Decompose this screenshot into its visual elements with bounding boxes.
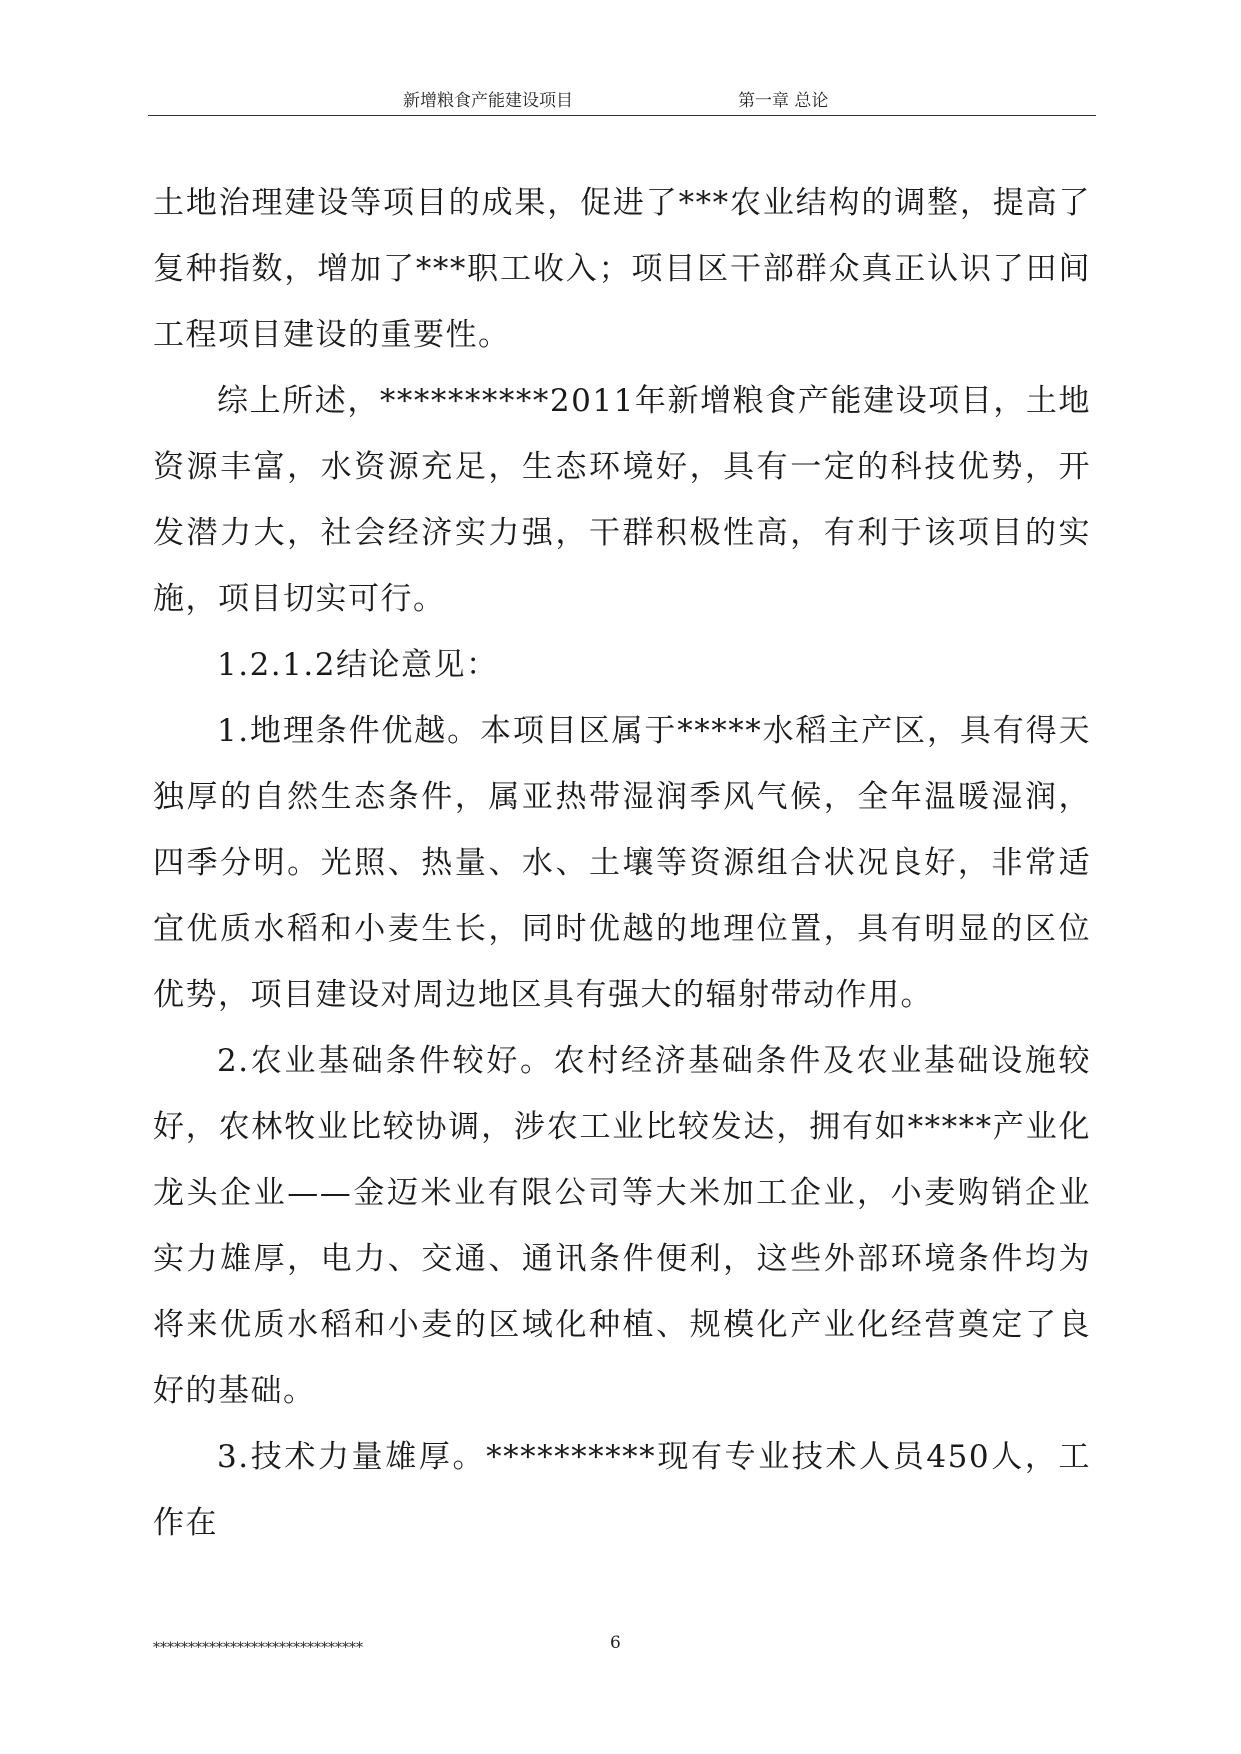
page-number: 6 [610, 1633, 621, 1653]
section-heading: 1.2.1.2结论意见： [217, 647, 499, 683]
header-rule [148, 115, 1096, 116]
header-chapter-title: 第一章 总论 [738, 91, 829, 111]
document-body [153, 170, 1091, 1556]
paragraph-geography: 1.地理条件优越。本项目区属于*****水稻主产区，具有得天独厚的自然生态条件，属亚热带湿润季风气候，全年温暖湿润，四季分明。光照、热量、水、土壤等资源组合状况良好，非常适宜优质水稻和小麦生长，同时优越的地理位置，具有明显的区位优势，项目建设对周边地区具有强大的辐射带动作用。 [153, 713, 1091, 1013]
footer-masked-text: ****************************** [153, 1640, 363, 1656]
paragraph-technology: 3.技术力量雄厚。**********现有专业技术人员450人，工作在 [153, 1439, 1091, 1541]
paragraph-agriculture: 2.农业基础条件较好。农村经济基础条件及农业基础设施较好，农林牧业比较协调，涉农工业比较发达，拥有如*****产业化龙头企业——金迈米业有限公司等大米加工企业，小麦购销企业实力雄厚，电力、交通、通讯条件便利，这些外部环境条件均为将来优质水稻和小麦的区域化种植、规模化产业化经营奠定了良好的基础。 [153, 1043, 1091, 1409]
page-header [148, 86, 1096, 116]
header-project-title: 新增粮食产能建设项目 [403, 91, 573, 111]
paragraph-summary: 综上所述，**********2011年新增粮食产能建设项目，土地资源丰富，水资源充足，生态环境好，具有一定的科技优势，开发潜力大，社会经济实力强，干群积极性高，有利于该项目的实施，项目切实可行。 [153, 383, 1091, 617]
paragraph-1: 土地治理建设等项目的成果，促进了***农业结构的调整，提高了复种指数，增加了***职工收入；项目区干部群众真正认识了田间工程项目建设的重要性。 [153, 185, 1091, 353]
